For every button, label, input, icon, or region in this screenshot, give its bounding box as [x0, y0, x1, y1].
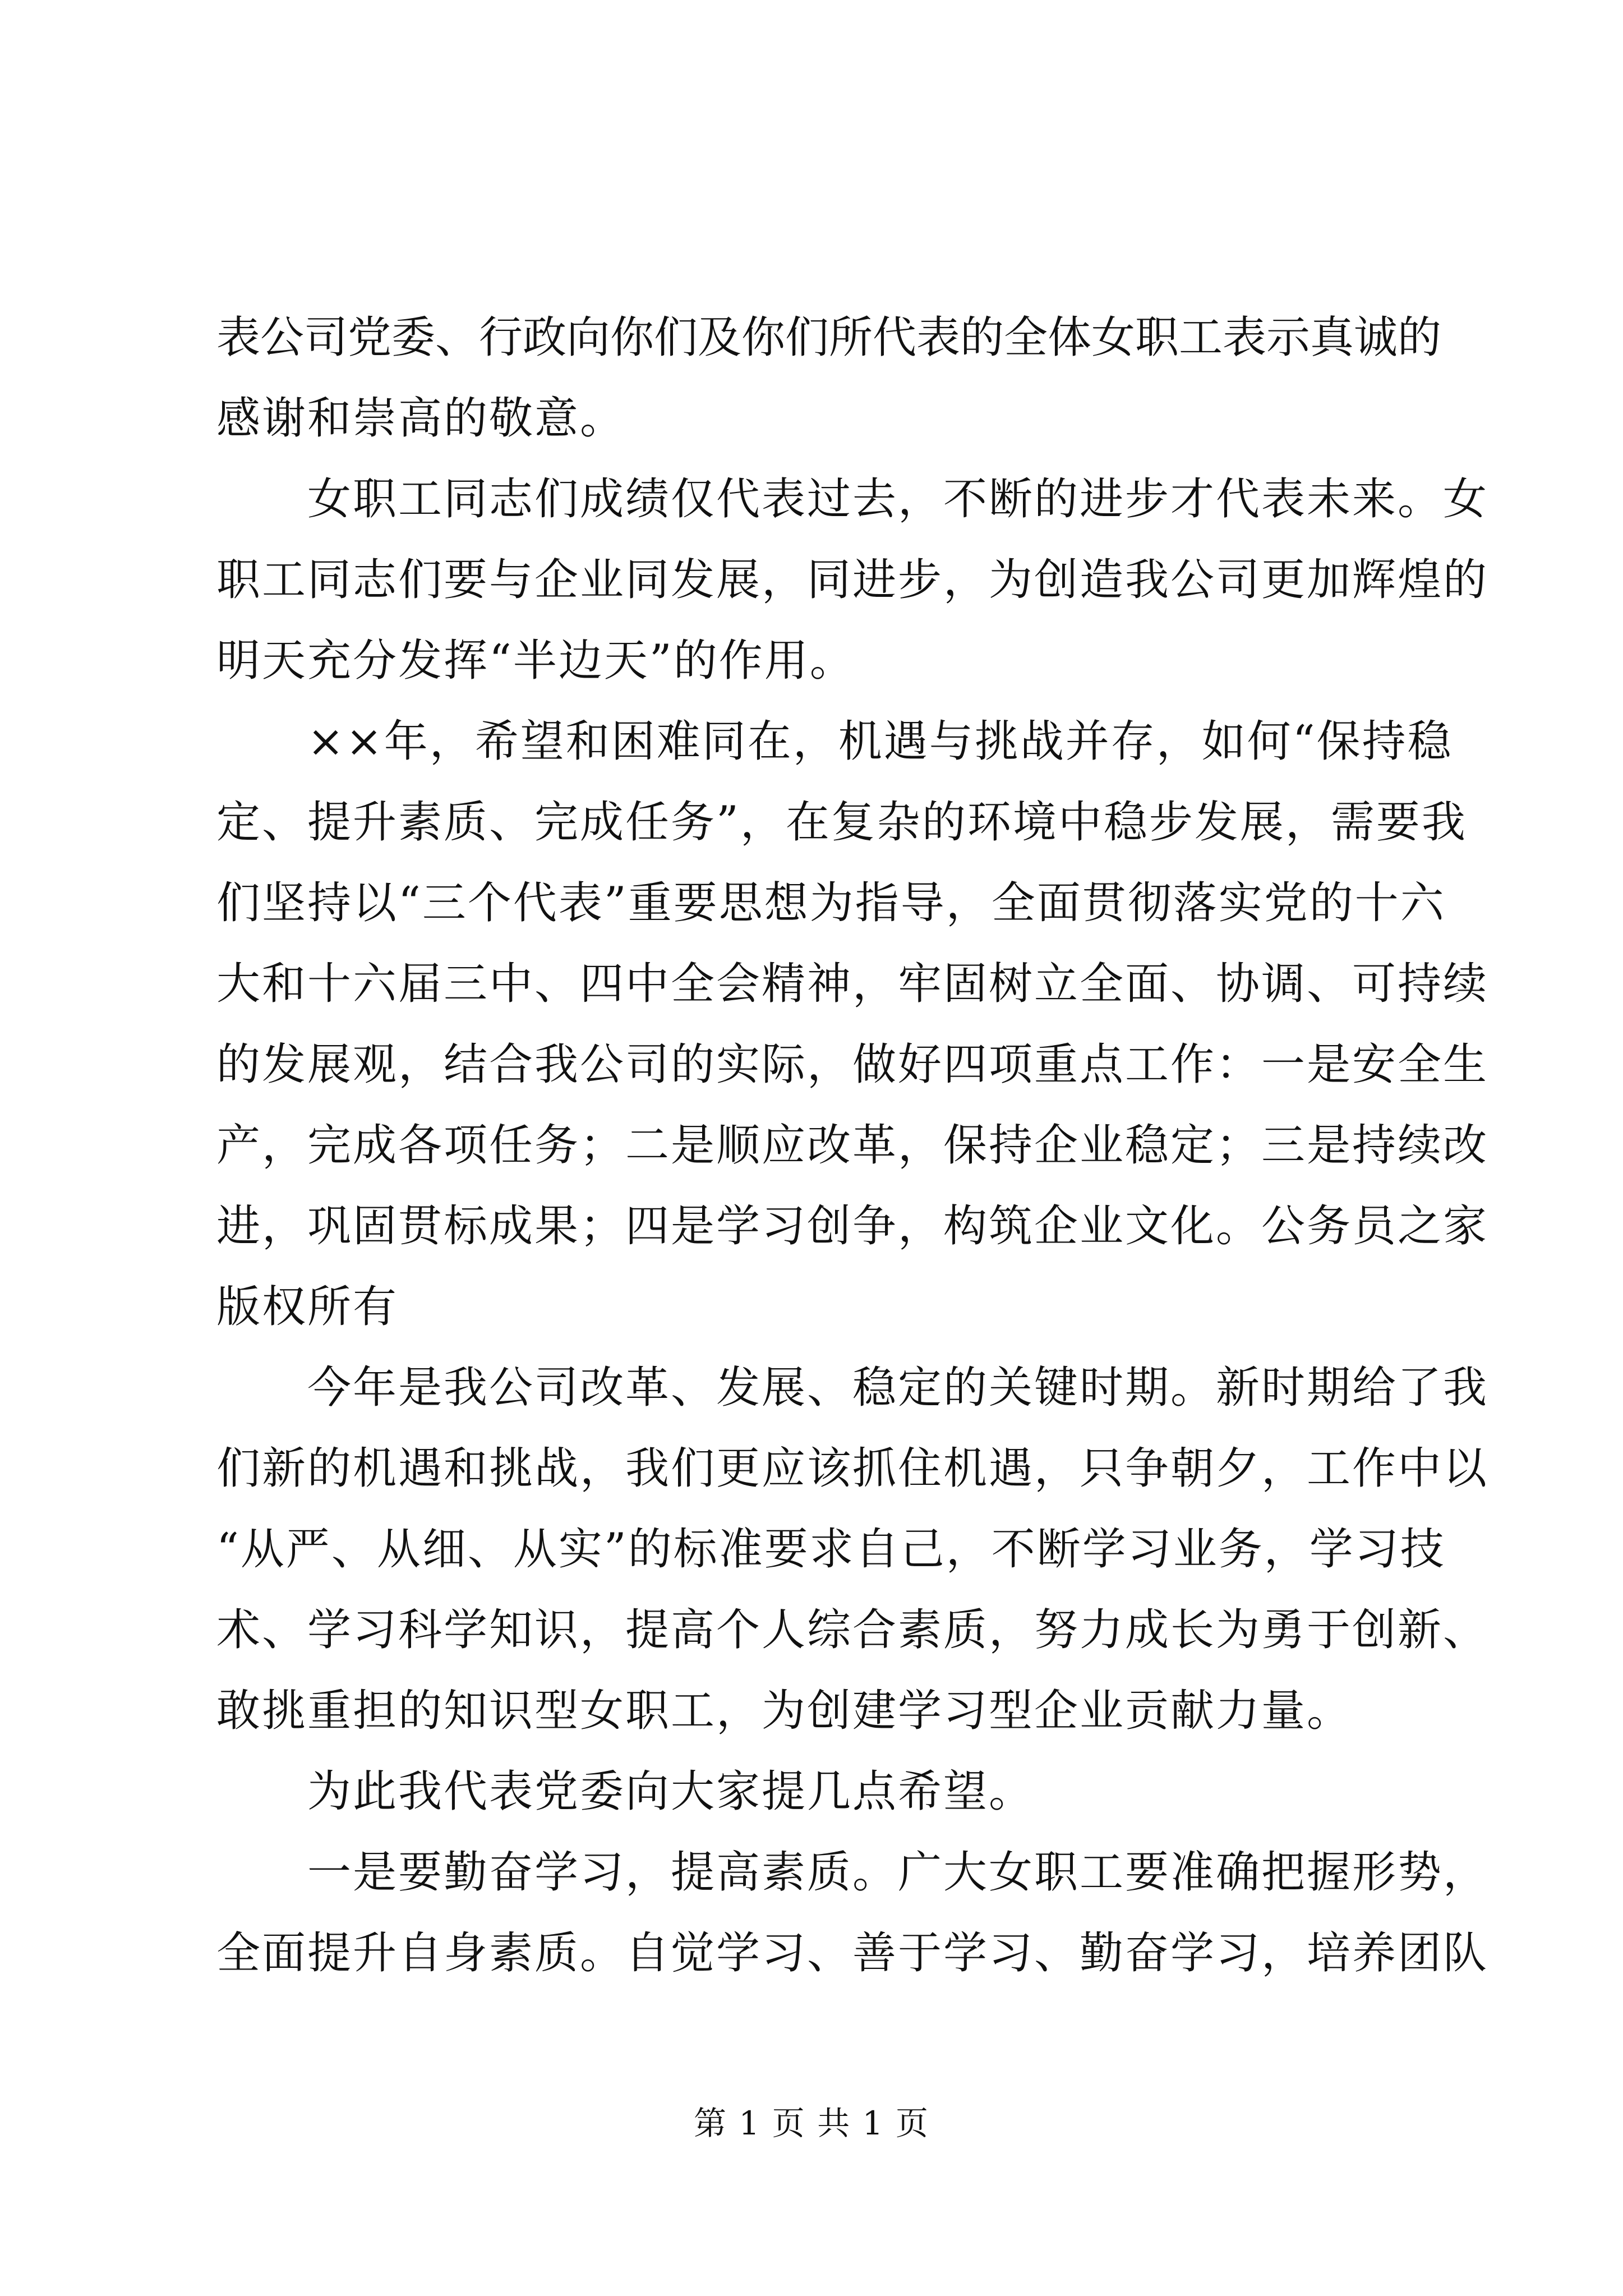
text-line: 术、学习科学知识，提高个人综合素质，努力成长为勇于创新、 — [216, 1605, 1489, 1655]
text-line: 们新的机遇和挑战，我们更应该抓住机遇，只争朝夕，工作中以 — [216, 1443, 1489, 1494]
text-line: 一是要勤奋学习，提高素质。广大女职工要准确把握形势， — [307, 1847, 1489, 1898]
text-line: 大和十六届三中、四中全会精神，牢固树立全面、协调、可持续 — [216, 959, 1489, 1009]
text-line: 明天充分发挥“半边天”的作用。 — [216, 636, 855, 686]
text-line: ××年，希望和困难同在，机遇与挑战并存，如何“保持稳 — [307, 716, 1453, 767]
text-line: 为此我代表党委向大家提几点希望。 — [307, 1766, 1035, 1817]
document-body — [216, 297, 1489, 1994]
text-line: 全面提升自身素质。自觉学习、善于学习、勤奋学习，培养团队 — [216, 1928, 1489, 1978]
text-line: 女职工同志们成绩仅代表过去，不断的进步才代表未来。女 — [307, 474, 1489, 524]
text-line: 进，巩固贯标成果；四是学习创争，构筑企业文化。公务员之家 — [216, 1201, 1489, 1251]
text-line: 的发展观，结合我公司的实际，做好四项重点工作：一是安全生 — [216, 1039, 1489, 1090]
text-line: 表公司党委、行政向你们及你们所代表的全体女职工表示真诚的 — [216, 312, 1442, 363]
text-line: 敢挑重担的知识型女职工，为创建学习型企业贡献力量。 — [216, 1686, 1353, 1736]
text-line: 定、提升素质、完成任务”，在复杂的环境中稳步发展，需要我 — [216, 797, 1467, 848]
text-line: 们坚持以“三个代表”重要思想为指导，全面贯彻落实党的十六 — [216, 878, 1446, 928]
text-line: “从严、从细、从实”的标准要求自己，不断学习业务，学习技 — [216, 1524, 1446, 1575]
page-number-footer: 第 1 页 共 1 页 — [694, 2104, 929, 2142]
text-line: 产，完成各项任务；二是顺应改革，保持企业稳定；三是持续改 — [216, 1120, 1489, 1171]
text-line: 今年是我公司改革、发展、稳定的关键时期。新时期给了我 — [307, 1363, 1489, 1413]
text-line: 感谢和崇高的敬意。 — [216, 393, 626, 444]
text-line: 职工同志们要与企业同发展，同进步，为创造我公司更加辉煌的 — [216, 555, 1489, 605]
text-line: 版权所有 — [216, 1282, 399, 1332]
